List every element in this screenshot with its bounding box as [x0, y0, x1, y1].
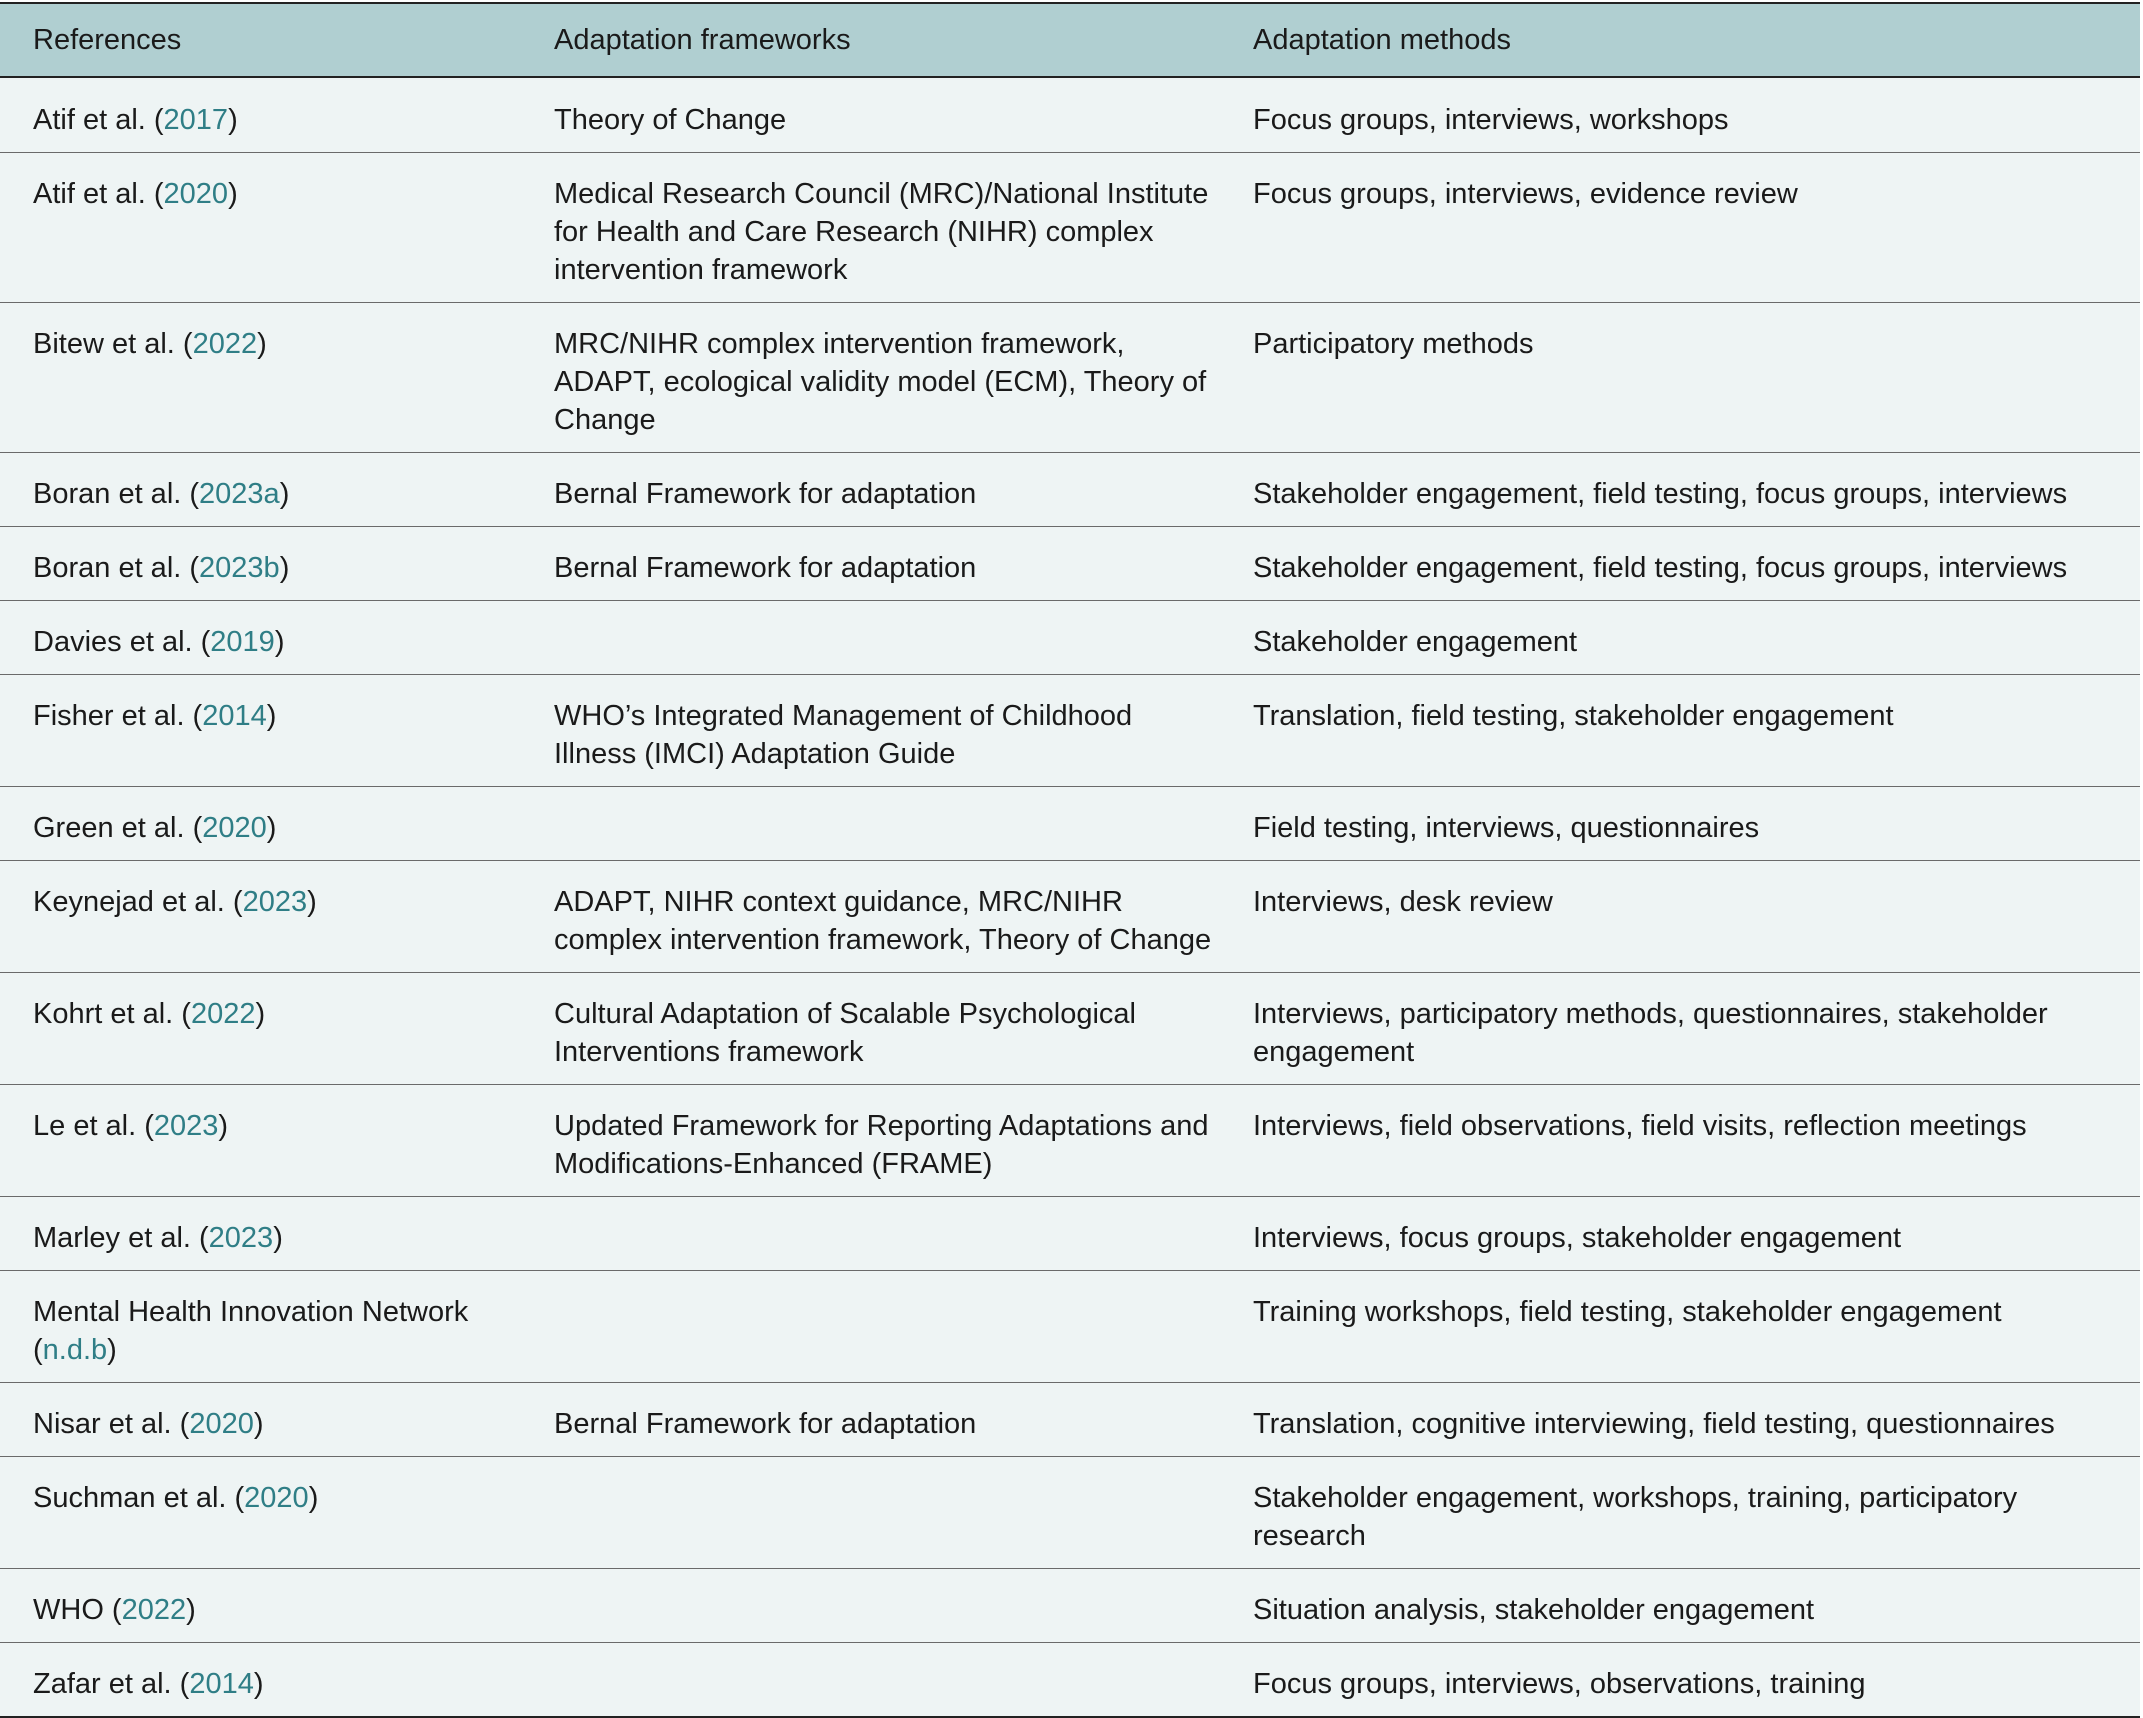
header-frameworks: Adaptation frameworks [521, 3, 1220, 77]
reference-author: Suchman et al. [33, 1482, 227, 1514]
reference-cell: Zafar et al. (2014) [0, 1643, 521, 1718]
framework-cell: Bernal Framework for adaptation [521, 453, 1220, 527]
framework-cell [521, 1569, 1220, 1643]
methods-cell: Field testing, interviews, questionnaires [1220, 787, 2140, 861]
methods-cell: Stakeholder engagement, workshops, training, participatory research [1220, 1457, 2140, 1569]
table-row [0, 1643, 2140, 1718]
reference-author: Bitew et al. [33, 328, 175, 360]
framework-cell [521, 1457, 1220, 1569]
reference-cell: Atif et al. (2017) [0, 77, 521, 153]
framework-cell: Bernal Framework for adaptation [521, 1383, 1220, 1457]
reference-cell: Boran et al. (2023b) [0, 527, 521, 601]
framework-cell [521, 1271, 1220, 1383]
reference-author: Davies et al. [33, 626, 193, 658]
reference-cell: Suchman et al. (2020) [0, 1457, 521, 1569]
framework-cell: WHO’s Integrated Management of Childhood Illness (IMCI) Adaptation Guide [521, 675, 1220, 787]
table-row [0, 973, 2140, 1085]
framework-cell [521, 787, 1220, 861]
reference-author: Marley et al. [33, 1222, 191, 1254]
framework-cell: Cultural Adaptation of Scalable Psychological Interventions framework [521, 973, 1220, 1085]
reference-year-link[interactable]: 2023 [242, 886, 308, 918]
reference-year-link[interactable]: 2014 [189, 1668, 254, 1700]
reference-author: Zafar et al. [33, 1668, 172, 1700]
reference-year-link[interactable]: 2023 [153, 1110, 219, 1142]
reference-cell: Nisar et al. (2020) [0, 1383, 521, 1457]
reference-author: Keynejad et al. [33, 886, 225, 918]
reference-author: Kohrt et al. [33, 998, 174, 1030]
reference-author: Green et al. [33, 812, 185, 844]
reference-year-link[interactable]: 2023a [199, 478, 280, 510]
table-row [0, 787, 2140, 861]
table-row [0, 675, 2140, 787]
framework-cell: Medical Research Council (MRC)/National Institute for Health and Care Research (NIHR) complex intervention framework [521, 153, 1220, 303]
table-row [0, 601, 2140, 675]
reference-cell: Le et al. (2023) [0, 1085, 521, 1197]
reference-cell: Green et al. (2020) [0, 787, 521, 861]
reference-year-link[interactable]: 2020 [244, 1482, 309, 1514]
table-row [0, 861, 2140, 973]
methods-cell: Interviews, focus groups, stakeholder engagement [1220, 1197, 2140, 1271]
reference-cell: Keynejad et al. (2023) [0, 861, 521, 973]
table-row [0, 527, 2140, 601]
table-row [0, 1271, 2140, 1383]
references-table [0, 2, 2140, 1718]
reference-year-link[interactable]: 2020 [189, 1408, 254, 1440]
reference-author: Le et al. [33, 1110, 137, 1142]
methods-cell: Stakeholder engagement [1220, 601, 2140, 675]
methods-cell: Focus groups, interviews, observations, training [1220, 1643, 2140, 1718]
reference-year-link[interactable]: 2014 [202, 700, 267, 732]
methods-cell: Translation, field testing, stakeholder engagement [1220, 675, 2140, 787]
methods-cell: Stakeholder engagement, field testing, focus groups, interviews [1220, 527, 2140, 601]
reference-year-link[interactable]: 2020 [202, 812, 267, 844]
table-row [0, 1569, 2140, 1643]
methods-cell: Interviews, participatory methods, questionnaires, stakeholder engagement [1220, 973, 2140, 1085]
reference-cell: WHO (2022) [0, 1569, 521, 1643]
methods-cell: Focus groups, interviews, evidence review [1220, 153, 2140, 303]
reference-cell: Boran et al. (2023a) [0, 453, 521, 527]
table-row [0, 153, 2140, 303]
reference-year-link[interactable]: 2022 [192, 328, 258, 360]
reference-author: Atif et al. [33, 178, 146, 210]
reference-cell: Fisher et al. (2014) [0, 675, 521, 787]
framework-cell: MRC/NIHR complex intervention framework, ADAPT, ecological validity model (ECM), Theory of Change [521, 303, 1220, 453]
table-row [0, 1197, 2140, 1271]
table-row [0, 303, 2140, 453]
reference-cell: Marley et al. (2023) [0, 1197, 521, 1271]
reference-author: WHO [33, 1594, 104, 1626]
header-references: References [0, 3, 521, 77]
methods-cell: Stakeholder engagement, field testing, focus groups, interviews [1220, 453, 2140, 527]
framework-cell: Theory of Change [521, 77, 1220, 153]
reference-author: Nisar et al. [33, 1408, 172, 1440]
methods-cell: Interviews, field observations, field visits, reflection meetings [1220, 1085, 2140, 1197]
methods-cell: Interviews, desk review [1220, 861, 2140, 973]
table-row [0, 1085, 2140, 1197]
table-body [0, 77, 2140, 1717]
table-header-row [0, 3, 2140, 77]
reference-year-link[interactable]: 2023 [208, 1222, 274, 1254]
methods-cell: Situation analysis, stakeholder engagement [1220, 1569, 2140, 1643]
table-row [0, 453, 2140, 527]
reference-year-link[interactable]: 2017 [163, 104, 229, 136]
framework-cell [521, 601, 1220, 675]
methods-cell: Training workshops, field testing, stakeholder engagement [1220, 1271, 2140, 1383]
framework-cell: Updated Framework for Reporting Adaptations and Modifications-Enhanced (FRAME) [521, 1085, 1220, 1197]
methods-cell: Participatory methods [1220, 303, 2140, 453]
framework-cell: Bernal Framework for adaptation [521, 527, 1220, 601]
reference-cell: Davies et al. (2019) [0, 601, 521, 675]
header-methods: Adaptation methods [1220, 3, 2140, 77]
methods-cell: Focus groups, interviews, workshops [1220, 77, 2140, 153]
reference-cell: Atif et al. (2020) [0, 153, 521, 303]
reference-author: Fisher et al. [33, 700, 185, 732]
reference-year-link[interactable]: 2022 [190, 998, 256, 1030]
reference-author: Mental Health Innovation Network [33, 1296, 469, 1328]
framework-cell: ADAPT, NIHR context guidance, MRC/NIHR complex intervention framework, Theory of Change [521, 861, 1220, 973]
framework-cell [521, 1643, 1220, 1718]
reference-cell: Mental Health Innovation Network (n.d.b) [0, 1271, 521, 1383]
reference-cell: Kohrt et al. (2022) [0, 973, 521, 1085]
reference-cell: Bitew et al. (2022) [0, 303, 521, 453]
reference-author: Boran et al. [33, 478, 182, 510]
reference-year-link[interactable]: n.d.b [42, 1334, 108, 1366]
methods-cell: Translation, cognitive interviewing, field testing, questionnaires [1220, 1383, 2140, 1457]
reference-year-link[interactable]: 2023b [199, 552, 280, 584]
table-row [0, 1383, 2140, 1457]
reference-author: Boran et al. [33, 552, 182, 584]
table-row [0, 1457, 2140, 1569]
reference-year-link[interactable]: 2022 [121, 1594, 187, 1626]
reference-year-link[interactable]: 2020 [163, 178, 229, 210]
reference-author: Atif et al. [33, 104, 146, 136]
reference-year-link[interactable]: 2019 [210, 626, 275, 658]
framework-cell [521, 1197, 1220, 1271]
table-row [0, 77, 2140, 153]
